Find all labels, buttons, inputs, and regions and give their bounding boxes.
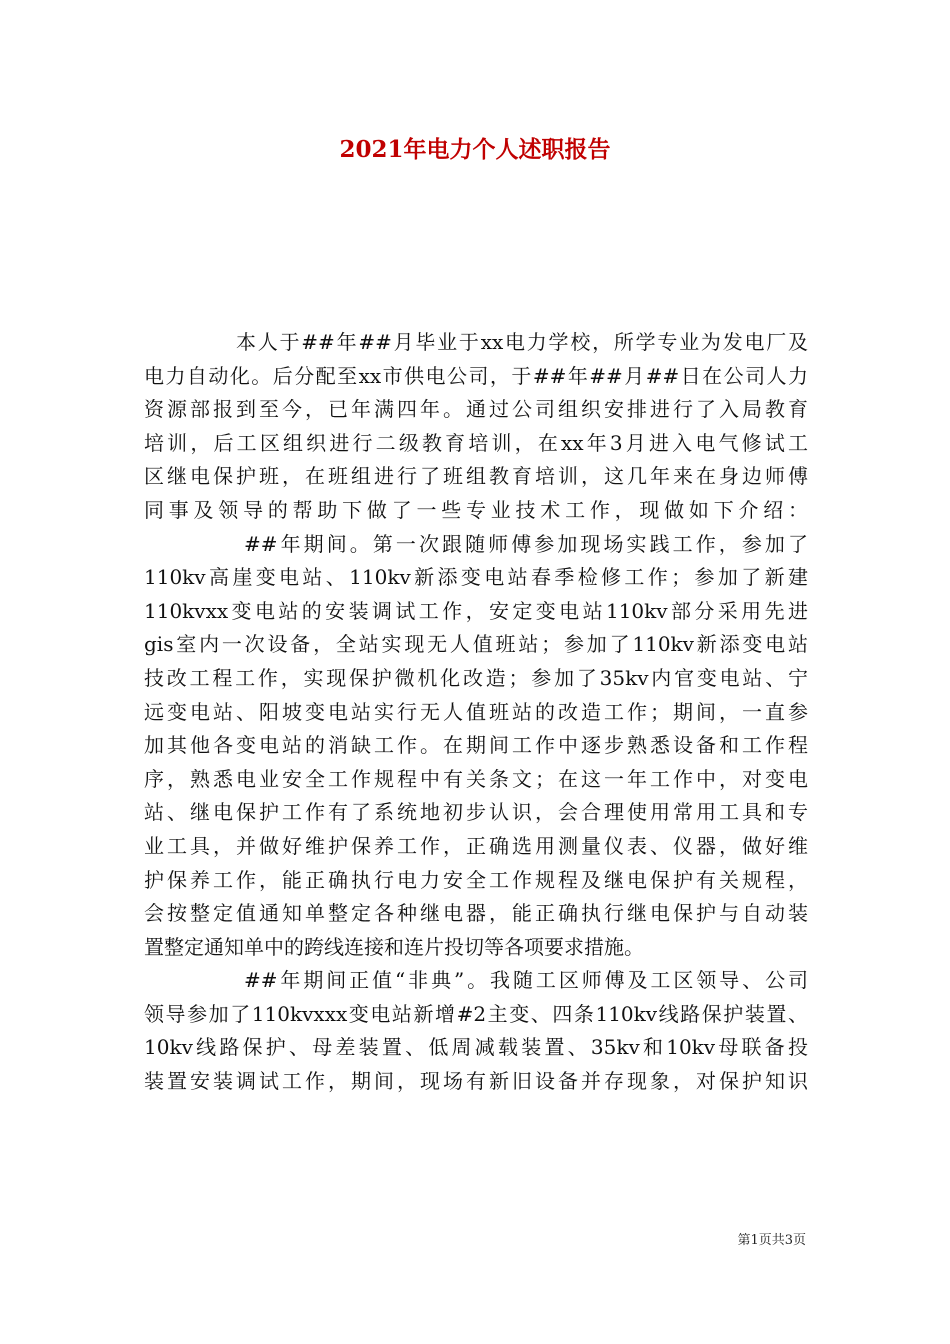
body-line: 区继电保护班，在班组进行了班组教育培训，这几年来在身边师傅 bbox=[144, 464, 808, 489]
body-line: gis室内一次设备，全站实现无人值班站；参加了110kv新添变电站 bbox=[144, 632, 808, 657]
body-line: ##年期间正值“非典”。我随工区师傅及工区领导、公司 bbox=[244, 968, 808, 993]
body-line: 业工具，并做好维护保养工作，正确选用测量仪表、仪器，做好维 bbox=[144, 833, 808, 858]
body-line: 资源部报到至今，已年满四年。通过公司组织安排进行了入局教育 bbox=[144, 397, 808, 422]
body-line: 110kv高崖变电站、110kv新添变电站春季检修工作；参加了新建 bbox=[144, 565, 808, 590]
body-line: 装置安装调试工作，期间，现场有新旧设备并存现象，对保护知识 bbox=[144, 1069, 808, 1094]
body-line: 远变电站、阳坡变电站实行无人值班站的改造工作；期间，一直参 bbox=[144, 699, 808, 724]
body-line: 站、继电保护工作有了系统地初步认识，会合理使用常用工具和专 bbox=[144, 800, 808, 825]
document-body bbox=[144, 326, 808, 1099]
page-number-footer: 第1页共3页 bbox=[737, 1233, 806, 1248]
body-line: ##年期间。第一次跟随师傅参加现场实践工作，参加了 bbox=[244, 531, 808, 556]
body-line: 领导参加了110kvxxx变电站新增#2主变、四条110kv线路保护装置、 bbox=[144, 1001, 808, 1026]
body-line: 电力自动化。后分配至xx市供电公司，于##年##月##日在公司人力 bbox=[144, 363, 808, 388]
body-line: 加其他各变电站的消缺工作。在期间工作中逐步熟悉设备和工作程 bbox=[144, 733, 808, 758]
body-line: 培训，后工区组织进行二级教育培训，在xx年3月进入电气修试工 bbox=[144, 430, 808, 455]
body-line: 置整定通知单中的跨线连接和连片投切等各项要求措施。 bbox=[144, 934, 644, 959]
body-line: 护保养工作，能正确执行电力安全工作规程及继电保护有关规程， bbox=[144, 867, 808, 892]
body-line: 本人于##年##月毕业于xx电力学校，所学专业为发电厂及 bbox=[236, 330, 808, 354]
body-line: 技改工程工作，实现保护微机化改造；参加了35kv内官变电站、宁 bbox=[144, 665, 808, 690]
document-title: 2021年电力个人述职报告 bbox=[339, 136, 611, 163]
body-line: 会按整定值通知单整定各种继电器，能正确执行继电保护与自动装 bbox=[144, 901, 808, 926]
body-line: 序，熟悉电业安全工作规程中有关条文；在这一年工作中，对变电 bbox=[144, 766, 808, 791]
body-line: 110kvxx变电站的安装调试工作，安定变电站110kv部分采用先进 bbox=[144, 598, 808, 623]
body-line: 同事及领导的帮助下做了一些专业技术工作，现做如下介绍： bbox=[144, 497, 808, 522]
body-line: 10kv线路保护、母差装置、低周减载装置、35kv和10kv母联备投 bbox=[144, 1035, 808, 1060]
